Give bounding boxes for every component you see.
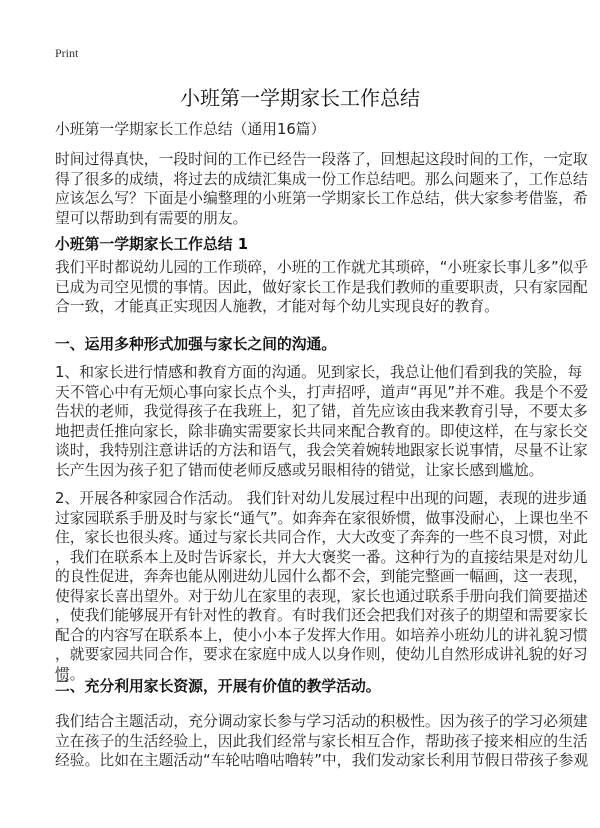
text-line: 谈时，我特别注意讲话的方法和语气，我会笑着婉转地跟家长说事情，尽量不让家 [55, 442, 588, 459]
text-line: 的良性促进，奔奔也能从刚进幼儿园什么都不会，到能完整画一幅画，这一表现， [55, 568, 588, 585]
heading-one-text: 一、运用多种形式加强与家长之间的沟通。 [55, 336, 337, 353]
text-line: 天不管心中有无烦心事向家长点个头，打声招呼，道声“再见”并不难。我是个不爱 [55, 383, 589, 401]
point-one-paragraph [55, 363, 589, 480]
text-line: 应该怎么写？下面是小编整理的小班第一学期家长工作总结，供大家参考借鉴，希 [55, 190, 588, 207]
text-line: 过家园联系手册及时与家长“通气”。如奔奔在家很娇惯，做事没耐心，上课也坐不 [55, 509, 589, 527]
text-line: 长产生因为孩子犯了错而使老师反感或另眼相待的错觉，让家长感到尴尬。 [55, 461, 544, 479]
text-line: ，我们在联系本上及时告诉家长，并大大褒奖一番。这种行为的直接结果是对幼儿 [55, 548, 588, 566]
text-line: 望可以帮助到有需要的朋友。 [55, 209, 248, 227]
text-line: 时间过得真快，一段时间的工作已经告一段落了，回想起这段时间的工作，一定取 [55, 151, 588, 168]
text-line: 我们平时都说幼儿园的工作琐碎，小班的工作就尤其琐碎，“小班家长事儿多”似乎 [55, 259, 589, 276]
section-heading-text: 小班第一学期家长工作总结 1 [55, 236, 249, 253]
section-heading [55, 235, 555, 255]
text-line: 惯。 [55, 665, 85, 683]
text-line: 地把责任推向家长，除非确实需要家长共同来配合教育的。即使这样，在与家长交 [55, 422, 588, 440]
text-line: 使得家长喜出望外。对于幼儿在家里的表现，家长也通过联系手册向我们简要描述 [55, 587, 588, 605]
text-line: ，使我们能够展开有针对性的教育。有时我们还会把我们对孩子的期望和需要家长 [55, 607, 588, 624]
subtitle-text: 小班第一学期家长工作总结（通用16篇） [55, 121, 326, 138]
heading-two [55, 677, 555, 697]
text-line: 1、和家长进行情感和教育方面的沟通。见到家长，我总让他们看到我的笑脸，每 [55, 364, 583, 381]
text-line: 得了很多的成绩，将过去的成绩汇集成一份工作总结吧。那么问题来了，工作总结 [55, 170, 588, 188]
print-link[interactable]: Print [55, 46, 79, 60]
text-line: 合一致，才能真正实现因人施教，才能对每个幼儿实现良好的教育。 [55, 298, 499, 315]
text-line: 我们结合主题活动，充分调动家长参与学习活动的积极性。因为孩子的学习必须建 [55, 713, 588, 730]
text-line: 告状的老师，我觉得孩子在我班上，犯了错，首先应该由我来教育引导，不要太多 [55, 403, 588, 420]
text-line: 经验。比如在主题活动“车轮咕噜咕噜转”中，我们发动家长利用节假日带孩子参观 [55, 752, 589, 769]
text-line: 立在孩子的生活经验上，因此我们经常与家长相互合作，帮助孩子接来相应的生活 [55, 732, 588, 750]
point-two-paragraph [55, 489, 589, 684]
text-line: 配合的内容写在联系本上，使小小本子发挥大作用。如培养小班幼儿的讲礼貌习惯 [55, 626, 588, 644]
page-title: 小班第一学期家长工作总结 [180, 86, 420, 110]
text-line: 2、开展各种家园合作活动。 我们针对幼儿发展过程中出现的问题，表现的进步通 [55, 490, 588, 507]
point-three-paragraph [55, 712, 589, 771]
section-intro-paragraph [55, 258, 589, 317]
heading-two-text: 二、充分利用家长资源，开展有价值的教学活动。 [55, 678, 381, 695]
text-line: 住，家长也很头疼。通过与家长共同合作，大大改变了奔奔的一些不良习惯，对此 [55, 529, 588, 546]
text-line: ，就要家园共同合作，要求在家庭中成人以身作则，使幼儿自然形成讲礼貌的好习 [55, 646, 588, 663]
intro-paragraph [55, 150, 588, 228]
text-line: 已成为司空见惯的事情。因此，做好家长工作是我们教师的重要职责，只有家园配 [55, 278, 588, 296]
subtitle [55, 120, 555, 140]
heading-one [55, 335, 555, 355]
